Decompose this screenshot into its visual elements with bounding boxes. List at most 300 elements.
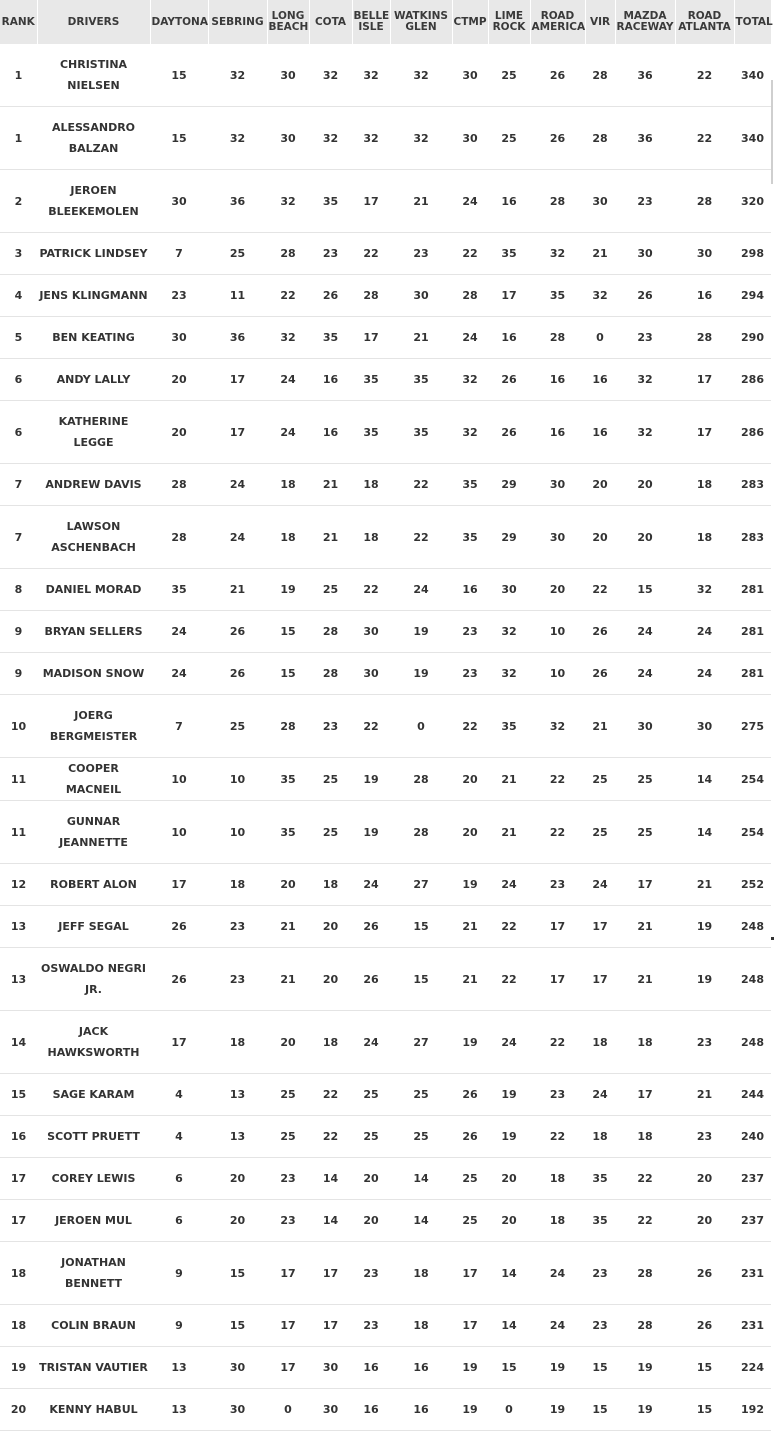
total-cell: 281: [734, 569, 771, 611]
points-cell: 28: [267, 695, 309, 758]
points-cell: 15: [585, 1347, 615, 1389]
points-cell: 32: [530, 233, 585, 275]
points-cell: 28: [390, 758, 452, 801]
points-cell: 16: [675, 275, 734, 317]
points-cell: 32: [208, 107, 267, 170]
points-cell: 6: [150, 1158, 208, 1200]
driver-cell: KATHERINE LEGGE: [37, 401, 150, 464]
total-cell: 283: [734, 464, 771, 506]
points-cell: 28: [615, 1305, 675, 1347]
points-cell: 25: [488, 44, 530, 107]
rank-cell: 18: [0, 1242, 37, 1305]
points-cell: 30: [150, 317, 208, 359]
points-cell: 20: [675, 1158, 734, 1200]
points-cell: 16: [488, 317, 530, 359]
points-cell: 22: [488, 906, 530, 948]
points-cell: 24: [615, 611, 675, 653]
points-cell: 23: [309, 233, 352, 275]
points-cell: 19: [530, 1389, 585, 1431]
points-cell: 23: [452, 611, 488, 653]
points-cell: 25: [615, 801, 675, 864]
points-cell: 15: [390, 948, 452, 1011]
points-cell: 16: [585, 359, 615, 401]
points-cell: 32: [352, 107, 390, 170]
points-cell: 21: [615, 906, 675, 948]
column-header-road-america: ROAD AMERICA: [530, 0, 585, 44]
total-cell: 283: [734, 506, 771, 569]
table-row: [0, 948, 771, 1011]
points-cell: 26: [150, 906, 208, 948]
points-cell: 30: [530, 506, 585, 569]
total-cell: 254: [734, 758, 771, 801]
points-cell: 32: [452, 359, 488, 401]
points-cell: 15: [585, 1389, 615, 1431]
points-cell: 23: [675, 1011, 734, 1074]
points-cell: 17: [309, 1305, 352, 1347]
points-cell: 26: [585, 611, 615, 653]
total-cell: 320: [734, 170, 771, 233]
driver-cell: PATRICK LINDSEY: [37, 233, 150, 275]
points-cell: 18: [530, 1200, 585, 1242]
points-cell: 17: [488, 275, 530, 317]
points-cell: 32: [309, 44, 352, 107]
points-cell: 18: [309, 1011, 352, 1074]
points-cell: 25: [309, 569, 352, 611]
points-cell: 35: [488, 695, 530, 758]
points-cell: 4: [150, 1074, 208, 1116]
table-row: [0, 1200, 771, 1242]
points-cell: 18: [390, 1242, 452, 1305]
points-cell: 19: [452, 1011, 488, 1074]
table-row: [0, 695, 771, 758]
points-cell: 15: [267, 611, 309, 653]
points-cell: 28: [452, 275, 488, 317]
points-cell: 17: [352, 317, 390, 359]
points-cell: 7: [150, 233, 208, 275]
total-cell: 244: [734, 1074, 771, 1116]
table-row: [0, 317, 771, 359]
rank-cell: 9: [0, 653, 37, 695]
points-cell: 30: [488, 569, 530, 611]
points-cell: 28: [530, 170, 585, 233]
rank-cell: 4: [0, 275, 37, 317]
points-cell: 21: [267, 948, 309, 1011]
points-cell: 14: [309, 1200, 352, 1242]
points-cell: 19: [675, 906, 734, 948]
points-cell: 22: [352, 695, 390, 758]
points-cell: 14: [675, 801, 734, 864]
points-cell: 30: [309, 1389, 352, 1431]
points-cell: 20: [675, 1200, 734, 1242]
points-cell: 6: [150, 1200, 208, 1242]
points-cell: 30: [675, 695, 734, 758]
driver-cell: ALESSANDRO BALZAN: [37, 107, 150, 170]
points-cell: 36: [615, 44, 675, 107]
points-cell: 24: [675, 653, 734, 695]
points-cell: 13: [208, 1116, 267, 1158]
points-cell: 15: [675, 1347, 734, 1389]
points-cell: 14: [675, 758, 734, 801]
points-cell: 26: [530, 107, 585, 170]
points-cell: 17: [150, 864, 208, 906]
points-cell: 35: [267, 801, 309, 864]
points-cell: 20: [309, 948, 352, 1011]
points-cell: 26: [208, 611, 267, 653]
rank-cell: 1: [0, 107, 37, 170]
points-cell: 23: [585, 1305, 615, 1347]
points-cell: 26: [208, 653, 267, 695]
points-cell: 14: [309, 1158, 352, 1200]
points-cell: 25: [208, 233, 267, 275]
points-cell: 32: [208, 44, 267, 107]
driver-cell: ANDY LALLY: [37, 359, 150, 401]
points-cell: 16: [352, 1389, 390, 1431]
driver-cell: JEROEN MUL: [37, 1200, 150, 1242]
points-cell: 20: [488, 1200, 530, 1242]
points-cell: 18: [615, 1116, 675, 1158]
driver-cell: COOPER MACNEIL: [37, 758, 150, 801]
points-cell: 25: [488, 107, 530, 170]
points-cell: 35: [390, 401, 452, 464]
points-cell: 24: [208, 506, 267, 569]
points-cell: 17: [208, 359, 267, 401]
points-cell: 16: [585, 401, 615, 464]
points-cell: 30: [309, 1347, 352, 1389]
rank-cell: 7: [0, 464, 37, 506]
points-cell: 22: [267, 275, 309, 317]
points-cell: 18: [585, 1116, 615, 1158]
points-cell: 18: [675, 506, 734, 569]
column-header-daytona: DAYTONA: [150, 0, 208, 44]
points-cell: 15: [208, 1242, 267, 1305]
points-cell: 26: [675, 1305, 734, 1347]
points-cell: 17: [352, 170, 390, 233]
points-cell: 17: [150, 1011, 208, 1074]
rank-cell: 12: [0, 864, 37, 906]
points-cell: 28: [267, 233, 309, 275]
points-cell: 18: [390, 1305, 452, 1347]
points-cell: 22: [615, 1200, 675, 1242]
total-cell: 248: [734, 906, 771, 948]
points-cell: 18: [585, 1011, 615, 1074]
column-header-watkins-glen: WATKINS GLEN: [390, 0, 452, 44]
rank-cell: 11: [0, 801, 37, 864]
points-cell: 16: [390, 1347, 452, 1389]
points-cell: 15: [150, 44, 208, 107]
rank-cell: 20: [0, 1389, 37, 1431]
points-cell: 30: [675, 233, 734, 275]
points-cell: 24: [488, 864, 530, 906]
column-header-vir: VIR: [585, 0, 615, 44]
table-row: [0, 611, 771, 653]
points-cell: 30: [530, 464, 585, 506]
column-header-belle-isle: BELLE ISLE: [352, 0, 390, 44]
total-cell: 281: [734, 611, 771, 653]
rank-cell: 9: [0, 611, 37, 653]
points-cell: 27: [390, 864, 452, 906]
points-cell: 23: [267, 1158, 309, 1200]
points-cell: 24: [150, 611, 208, 653]
points-cell: 28: [352, 275, 390, 317]
points-cell: 19: [675, 948, 734, 1011]
column-header-rank: RANK: [0, 0, 37, 44]
points-cell: 20: [352, 1200, 390, 1242]
points-cell: 30: [208, 1389, 267, 1431]
points-cell: 16: [530, 359, 585, 401]
points-cell: 35: [352, 401, 390, 464]
points-cell: 16: [352, 1347, 390, 1389]
table-row: [0, 1116, 771, 1158]
rank-cell: 14: [0, 1011, 37, 1074]
table-header-row: [0, 0, 771, 44]
column-header-sebring: SEBRING: [208, 0, 267, 44]
total-cell: 231: [734, 1242, 771, 1305]
points-cell: 35: [585, 1158, 615, 1200]
points-cell: 25: [352, 1116, 390, 1158]
rank-cell: 1: [0, 44, 37, 107]
points-cell: 19: [390, 653, 452, 695]
points-cell: 30: [585, 170, 615, 233]
points-cell: 4: [150, 1116, 208, 1158]
total-cell: 340: [734, 44, 771, 107]
points-cell: 35: [530, 275, 585, 317]
table-row: [0, 569, 771, 611]
table-row: [0, 170, 771, 233]
driver-cell: JACK HAWKSWORTH: [37, 1011, 150, 1074]
points-cell: 22: [309, 1074, 352, 1116]
points-cell: 23: [675, 1116, 734, 1158]
points-cell: 25: [208, 695, 267, 758]
points-cell: 30: [452, 44, 488, 107]
points-cell: 19: [530, 1347, 585, 1389]
points-cell: 23: [208, 906, 267, 948]
points-cell: 28: [390, 801, 452, 864]
points-cell: 24: [390, 569, 452, 611]
table-row: [0, 506, 771, 569]
points-cell: 26: [452, 1074, 488, 1116]
points-cell: 17: [309, 1242, 352, 1305]
points-cell: 24: [488, 1011, 530, 1074]
points-cell: 22: [488, 948, 530, 1011]
points-cell: 32: [488, 653, 530, 695]
points-cell: 19: [452, 1347, 488, 1389]
total-cell: 224: [734, 1347, 771, 1389]
points-cell: 20: [585, 506, 615, 569]
table-row: [0, 1305, 771, 1347]
points-cell: 26: [675, 1242, 734, 1305]
points-cell: 32: [267, 317, 309, 359]
points-cell: 10: [530, 653, 585, 695]
rank-cell: 16: [0, 1116, 37, 1158]
points-cell: 35: [452, 464, 488, 506]
rank-cell: 5: [0, 317, 37, 359]
points-cell: 10: [530, 611, 585, 653]
points-cell: 26: [488, 359, 530, 401]
total-cell: 294: [734, 275, 771, 317]
rank-cell: 15: [0, 1074, 37, 1116]
points-cell: 25: [452, 1200, 488, 1242]
points-cell: 24: [675, 611, 734, 653]
points-cell: 15: [208, 1305, 267, 1347]
driver-cell: JEROEN BLEEKEMOLEN: [37, 170, 150, 233]
total-cell: 340: [734, 107, 771, 170]
points-cell: 17: [585, 948, 615, 1011]
points-cell: 21: [585, 695, 615, 758]
points-cell: 22: [675, 44, 734, 107]
total-cell: 254: [734, 801, 771, 864]
rank-cell: 18: [0, 1305, 37, 1347]
table-row: [0, 1242, 771, 1305]
table-row: [0, 906, 771, 948]
points-cell: 25: [390, 1116, 452, 1158]
points-cell: 23: [309, 695, 352, 758]
table-row: [0, 233, 771, 275]
points-cell: 32: [352, 44, 390, 107]
driver-cell: JOERG BERGMEISTER: [37, 695, 150, 758]
points-cell: 36: [208, 317, 267, 359]
points-cell: 35: [267, 758, 309, 801]
rank-cell: 13: [0, 948, 37, 1011]
driver-cell: SCOTT PRUETT: [37, 1116, 150, 1158]
points-cell: 16: [530, 401, 585, 464]
rank-cell: 17: [0, 1158, 37, 1200]
points-cell: 26: [488, 401, 530, 464]
points-cell: 18: [208, 1011, 267, 1074]
points-cell: 17: [267, 1305, 309, 1347]
points-cell: 25: [267, 1116, 309, 1158]
points-cell: 28: [675, 317, 734, 359]
points-cell: 17: [267, 1347, 309, 1389]
column-header-lime-rock: LIME ROCK: [488, 0, 530, 44]
points-cell: 32: [615, 401, 675, 464]
points-cell: 25: [267, 1074, 309, 1116]
total-cell: 248: [734, 1011, 771, 1074]
points-cell: 19: [267, 569, 309, 611]
points-cell: 19: [488, 1074, 530, 1116]
points-cell: 32: [390, 44, 452, 107]
points-cell: 18: [675, 464, 734, 506]
points-cell: 22: [452, 695, 488, 758]
points-cell: 19: [615, 1389, 675, 1431]
scrollbar-line: [771, 80, 773, 184]
driver-cell: COLIN BRAUN: [37, 1305, 150, 1347]
points-cell: 32: [675, 569, 734, 611]
points-cell: 15: [615, 569, 675, 611]
column-header-ctmp: CTMP: [452, 0, 488, 44]
points-cell: 9: [150, 1305, 208, 1347]
points-cell: 21: [309, 506, 352, 569]
points-cell: 35: [150, 569, 208, 611]
points-cell: 23: [390, 233, 452, 275]
points-cell: 24: [585, 1074, 615, 1116]
points-cell: 21: [675, 864, 734, 906]
rank-cell: 19: [0, 1347, 37, 1389]
total-cell: 286: [734, 401, 771, 464]
points-cell: 26: [352, 948, 390, 1011]
points-cell: 22: [452, 233, 488, 275]
points-cell: 18: [309, 864, 352, 906]
points-cell: 20: [615, 506, 675, 569]
table-row: [0, 1389, 771, 1431]
points-cell: 22: [585, 569, 615, 611]
points-cell: 23: [615, 170, 675, 233]
points-cell: 17: [675, 401, 734, 464]
points-cell: 19: [352, 801, 390, 864]
total-cell: 240: [734, 1116, 771, 1158]
table-row: [0, 653, 771, 695]
points-cell: 25: [309, 758, 352, 801]
points-cell: 20: [352, 1158, 390, 1200]
total-cell: 192: [734, 1389, 771, 1431]
points-cell: 14: [488, 1242, 530, 1305]
column-header-cota: COTA: [309, 0, 352, 44]
points-cell: 10: [150, 758, 208, 801]
driver-cell: BRYAN SELLERS: [37, 611, 150, 653]
total-cell: 298: [734, 233, 771, 275]
points-cell: 21: [675, 1074, 734, 1116]
driver-cell: MADISON SNOW: [37, 653, 150, 695]
points-cell: 26: [150, 948, 208, 1011]
driver-cell: LAWSON ASCHENBACH: [37, 506, 150, 569]
points-cell: 17: [530, 906, 585, 948]
points-cell: 18: [615, 1011, 675, 1074]
table-body: [0, 44, 771, 1431]
driver-cell: ANDREW DAVIS: [37, 464, 150, 506]
driver-cell: JEFF SEGAL: [37, 906, 150, 948]
points-cell: 30: [615, 233, 675, 275]
rank-cell: 6: [0, 359, 37, 401]
points-cell: 22: [530, 801, 585, 864]
points-cell: 22: [675, 107, 734, 170]
table-row: [0, 1158, 771, 1200]
points-cell: 23: [150, 275, 208, 317]
points-cell: 18: [352, 506, 390, 569]
rank-cell: 6: [0, 401, 37, 464]
points-cell: 32: [390, 107, 452, 170]
points-cell: 25: [615, 758, 675, 801]
driver-cell: BEN KEATING: [37, 317, 150, 359]
points-cell: 20: [267, 864, 309, 906]
points-cell: 19: [452, 864, 488, 906]
points-cell: 25: [585, 758, 615, 801]
points-cell: 7: [150, 695, 208, 758]
column-header-long-beach: LONG BEACH: [267, 0, 309, 44]
points-cell: 15: [150, 107, 208, 170]
points-cell: 28: [585, 107, 615, 170]
driver-cell: DANIEL MORAD: [37, 569, 150, 611]
driver-cell: CHRISTINA NIELSEN: [37, 44, 150, 107]
points-cell: 30: [390, 275, 452, 317]
rank-cell: 7: [0, 506, 37, 569]
table-row: [0, 864, 771, 906]
points-cell: 14: [390, 1158, 452, 1200]
points-cell: 23: [615, 317, 675, 359]
points-cell: 23: [530, 1074, 585, 1116]
points-cell: 19: [488, 1116, 530, 1158]
total-cell: 290: [734, 317, 771, 359]
points-cell: 27: [390, 1011, 452, 1074]
points-cell: 19: [615, 1347, 675, 1389]
points-cell: 22: [530, 758, 585, 801]
points-cell: 26: [530, 44, 585, 107]
points-cell: 28: [150, 506, 208, 569]
points-cell: 20: [267, 1011, 309, 1074]
points-cell: 22: [390, 464, 452, 506]
points-cell: 10: [208, 758, 267, 801]
driver-cell: ROBERT ALON: [37, 864, 150, 906]
points-cell: 28: [585, 44, 615, 107]
table-row: [0, 275, 771, 317]
